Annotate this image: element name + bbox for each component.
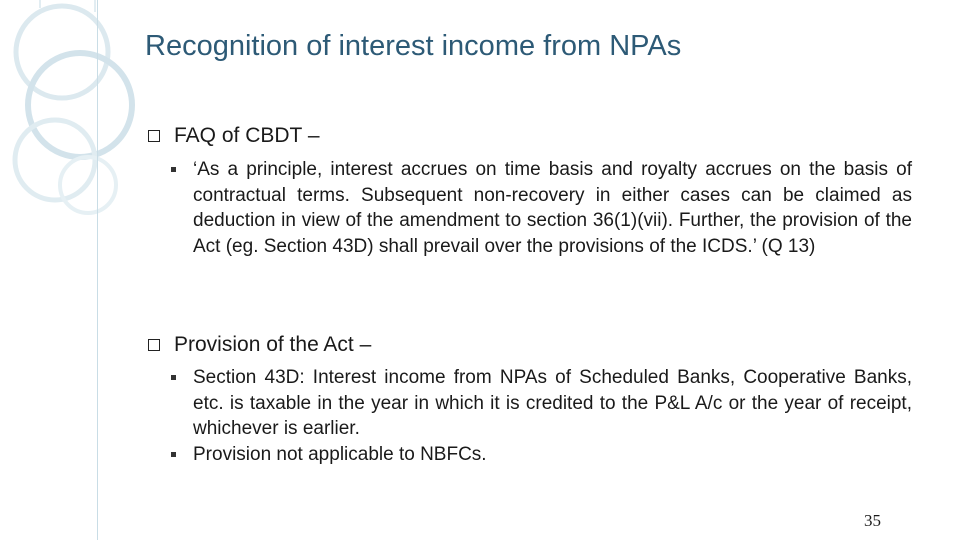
square-bullet-icon [170,442,193,468]
checkbox-bullet-icon [148,130,161,143]
square-bullet-icon [170,157,193,183]
decorative-rings-graphic [0,0,140,540]
page-number: 35 [864,511,881,530]
section-heading-text: FAQ of CBDT – [174,124,320,147]
bullet-text: Provision not applicable to NBFCs. [193,443,487,465]
bullet-text: Section 43D: Interest income from NPAs of Scheduled Banks, Cooperative Banks, etc. is taxable in the year in which it is credited to the P&L A/c or the year of receipt, whichever is earlier. [193,367,912,439]
section-heading-provision [148,333,371,357]
checkbox-bullet-icon [148,339,161,352]
left-divider-line [97,0,98,540]
section-heading-faq [148,124,320,148]
bullet-text: ‘As a principle, interest accrues on time basis and royalty accrues on the basis of contractual terms. Subsequent non-recovery in either cases can be claimed as deduction in view of the amendment to section 36(1)(vii). Further, the provision of the Act (eg. Section 43D) shall prevail over the provisions of the ICDS.’ (Q 13) [193,159,912,257]
list-item [170,365,912,442]
section-heading-text: Provision of the Act – [174,333,372,356]
list-item [170,442,912,468]
list-item [170,157,912,259]
section-body-provision [170,365,912,467]
square-bullet-icon [170,365,193,391]
slide-title: Recognition of interest income from NPAs [145,30,682,62]
section-body-faq [170,157,912,259]
